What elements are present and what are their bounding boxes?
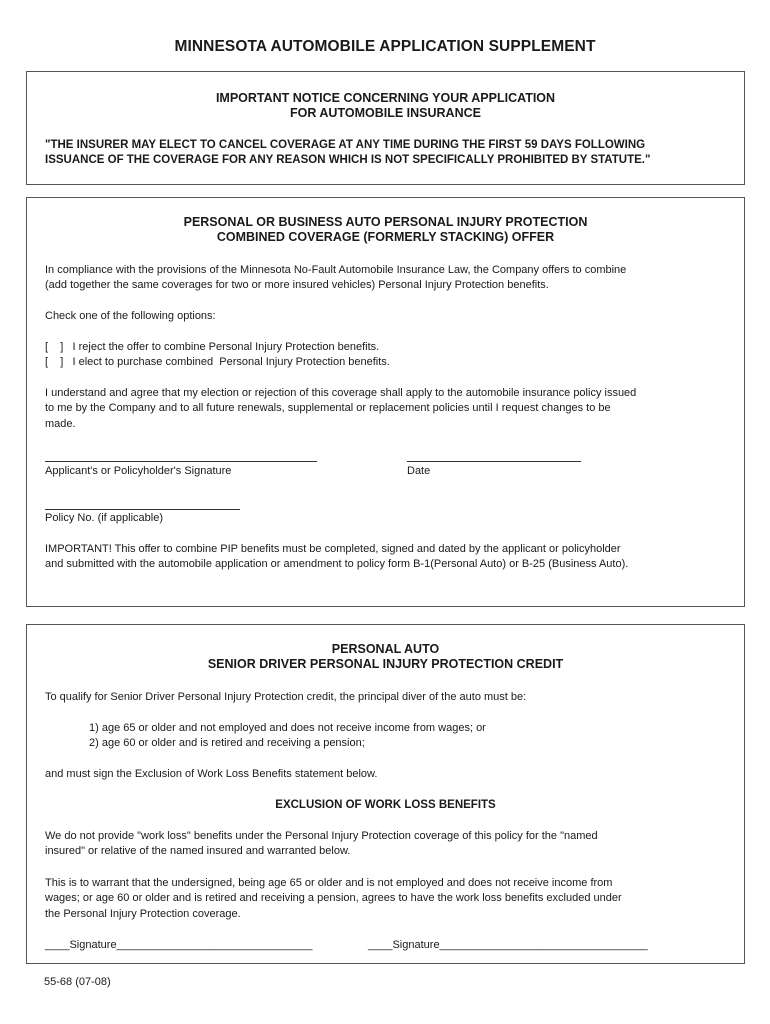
senior-signature-2[interactable]: ____Signature__________________________________	[368, 939, 648, 951]
notice-quote-line1: "THE INSURER MAY ELECT TO CANCEL COVERAGE AT ANY TIME DURING THE FIRST 59 DAYS FOLLOWING	[45, 139, 646, 151]
condition-2: 2) age 60 or older and is retired and receiving a pension;	[89, 737, 365, 750]
accept-option[interactable]: [ ] I elect to purchase combined Personal Injury Protection benefits.	[45, 356, 390, 369]
senior-heading-line2: SENIOR DRIVER PERSONAL INJURY PROTECTION CREDIT	[207, 657, 564, 671]
applicant-signature-label: Applicant's or Policyholder's Signature	[45, 465, 232, 477]
policy-number-line[interactable]	[45, 509, 240, 510]
form-number: 55-68 (07-08)	[44, 976, 111, 988]
senior-credit-box	[26, 624, 745, 964]
pip-intro-line2: (add together the same coverages for two or more insured vehicles) Personal Injury Protection benefits.	[45, 279, 549, 292]
pip-heading	[27, 215, 744, 245]
pip-important	[45, 542, 735, 573]
applicant-signature-line[interactable]	[45, 461, 317, 462]
senior-conditions	[89, 721, 729, 752]
notice-box	[26, 71, 745, 185]
notice-heading-line1: IMPORTANT NOTICE CONCERNING YOUR APPLICATION	[215, 91, 556, 105]
agreement-line2: to me by the Company and to all future renewals, supplemental or replacement policies until I request changes to be	[45, 402, 611, 415]
reject-option[interactable]: [ ] I reject the offer to combine Personal Injury Protection benefits.	[45, 341, 380, 353]
pip-intro	[45, 263, 735, 294]
senior-heading	[27, 642, 744, 672]
policy-number-label: Policy No. (if applicable)	[45, 512, 163, 524]
pip-offer-box	[26, 197, 745, 607]
form-title: MINNESOTA AUTOMOBILE APPLICATION SUPPLEMENT	[174, 38, 596, 55]
agreement-line1: I understand and agree that my election or rejection of this coverage shall apply to the automobile insurance policy issued	[45, 387, 637, 399]
work-loss-line1: We do not provide "work loss" benefits under the Personal Injury Protection coverage of this policy for the "named	[45, 830, 598, 842]
warranty-line1: This is to warrant that the undersigned, being age 65 or older and is not employed and does not receive income from	[45, 877, 613, 889]
notice-quote	[45, 138, 735, 168]
work-loss-text	[45, 829, 735, 860]
important-line2: and submitted with the automobile application or amendment to policy form B-1(Personal Auto) or B-25 (Business Auto).	[45, 558, 629, 571]
important-line1: IMPORTANT! This offer to combine PIP benefits must be completed, signed and dated by the applicant or policyholder	[45, 543, 621, 555]
pip-intro-line1: In compliance with the provisions of the Minnesota No-Fault Automobile Insurance Law, the Company offers to combine	[45, 264, 627, 276]
pip-options	[45, 340, 735, 371]
check-prompt: Check one of the following options:	[45, 310, 216, 322]
pip-heading-line1: PERSONAL OR BUSINESS AUTO PERSONAL INJURY PROTECTION	[183, 215, 588, 229]
senior-qualify: To qualify for Senior Driver Personal Injury Protection credit, the principal diver of the auto must be:	[45, 691, 527, 703]
warranty-line2: wages; or age 60 or older and is retired and receiving a pension, agrees to have the work loss benefits excluded under	[45, 892, 622, 905]
work-loss-line2: insured" or relative of the named insured and warranted below.	[45, 845, 351, 858]
exclusion-heading: EXCLUSION OF WORK LOSS BENEFITS	[275, 799, 496, 811]
senior-signature-1[interactable]: ____Signature________________________________	[45, 939, 313, 951]
condition-1: 1) age 65 or older and not employed and does not receive income from wages; or	[89, 722, 486, 734]
pip-heading-line2: COMBINED COVERAGE (FORMERLY STACKING) OFFER	[216, 230, 555, 244]
date-line[interactable]	[407, 461, 581, 462]
notice-heading-line2: FOR AUTOMOBILE INSURANCE	[290, 106, 481, 120]
notice-heading	[27, 91, 744, 121]
warranty-text	[45, 876, 735, 922]
agreement-line3: made.	[45, 417, 76, 430]
warranty-line3: the Personal Injury Protection coverage.	[45, 907, 241, 920]
senior-heading-line1: PERSONAL AUTO	[331, 642, 440, 656]
notice-quote-line2: ISSUANCE OF THE COVERAGE FOR ANY REASON WHICH IS NOT SPECIFICALLY PROHIBITED BY STATUTE."	[45, 154, 651, 166]
date-label: Date	[407, 465, 431, 477]
must-sign-text: and must sign the Exclusion of Work Loss Benefits statement below.	[45, 768, 378, 780]
pip-agreement	[45, 386, 735, 432]
